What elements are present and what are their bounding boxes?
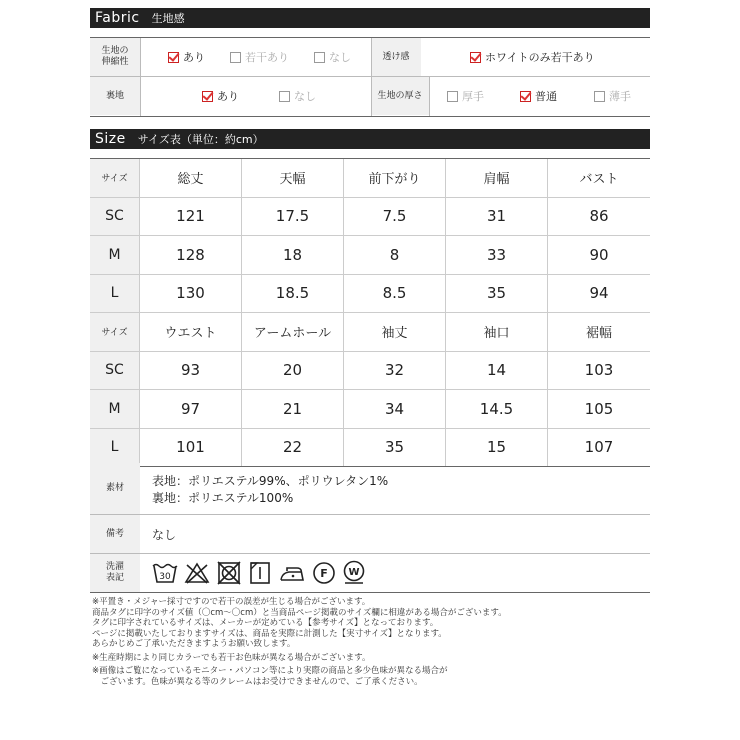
- divider: [371, 38, 372, 116]
- no-tumble-dry-icon: [216, 561, 242, 585]
- column-header: ウエスト: [140, 313, 242, 351]
- table-cell: 20: [242, 352, 344, 390]
- note-line: ※画像はご覧になっているモニター・パソコン等により実際の商品と多少色味が異なる場合が: [92, 666, 448, 676]
- table-cell: 105: [584, 399, 614, 418]
- lining-option-yes-label: あり: [217, 90, 239, 103]
- table-cell: 34: [344, 390, 446, 428]
- table-cell: 33: [446, 236, 548, 274]
- checkbox-checked-icon: [470, 52, 481, 63]
- care-label: [90, 554, 140, 592]
- note-line: ございます。色味が異なる等のクレームはお受けできませんので、ご了承ください。: [92, 676, 423, 687]
- no-bleach-icon: [184, 561, 210, 585]
- checkbox-unchecked-icon: [594, 91, 605, 102]
- table-cell: 35: [344, 429, 446, 467]
- care-label-line2: 表記: [105, 573, 124, 583]
- stretch-option-none: [314, 49, 351, 65]
- svg-text:W: W: [348, 567, 360, 578]
- table-cell: 103: [584, 361, 614, 380]
- fabric-table: [90, 37, 650, 117]
- table-row: [90, 429, 650, 468]
- checkbox-checked-icon: [520, 91, 531, 102]
- size-title-jp: サイズ表（単位：約cm）: [137, 133, 264, 146]
- column-header: 総丈: [140, 159, 242, 197]
- remarks-value: なし: [152, 527, 177, 542]
- size-header-row-1: [90, 159, 650, 198]
- column-header: 前下がり: [344, 159, 446, 197]
- note-line: タグに印字されているサイズは、メーカーが定めている【参考サイズ】となっております。: [92, 618, 439, 628]
- stretch-label-line1: 生地の: [101, 46, 129, 56]
- size-name: L: [90, 275, 140, 313]
- table-cell: 32: [344, 352, 446, 390]
- size-table: [90, 158, 650, 467]
- column-header: 袖口: [446, 313, 548, 351]
- material-value: [140, 463, 650, 514]
- column-header: 裾幅: [585, 326, 612, 342]
- sheer-label: 透け感: [371, 38, 421, 76]
- checkbox-checked-icon: [202, 91, 213, 102]
- wash-30-icon: [152, 561, 178, 585]
- stretch-label: [90, 38, 140, 76]
- thickness-option-thin: [594, 88, 631, 104]
- table-cell: 35: [446, 275, 548, 313]
- table-row: [90, 236, 650, 275]
- iron-low-icon: [278, 561, 306, 585]
- thickness-label: 生地の厚さ: [371, 77, 429, 115]
- checkbox-unchecked-icon: [279, 91, 290, 102]
- column-header: アームホール: [242, 313, 344, 351]
- line-dry-shade-icon: [248, 561, 272, 585]
- table-cell: 97: [140, 390, 242, 428]
- table-cell: 21: [242, 390, 344, 428]
- size-name: M: [90, 390, 140, 428]
- table-cell: 14.5: [446, 390, 548, 428]
- fabric-title-jp: 生地感: [151, 12, 185, 25]
- table-cell: 18.5: [242, 275, 344, 313]
- thickness-option-thick: [447, 88, 484, 104]
- table-cell: 22: [242, 429, 344, 467]
- table-cell: 90: [589, 245, 609, 264]
- stretch-option-yes: [168, 49, 205, 65]
- stretch-option-slight-label: 若干あり: [245, 51, 289, 64]
- table-cell: 128: [140, 236, 242, 274]
- lining-label: 裏地: [90, 77, 140, 115]
- column-header: 袖丈: [344, 313, 446, 351]
- lining-option-yes: [202, 88, 239, 104]
- sheer-option-white: [470, 49, 595, 65]
- svg-text:30: 30: [159, 572, 171, 582]
- lining-option-none: [279, 88, 316, 104]
- size-section-header: [90, 129, 650, 149]
- stretch-option-slight: [230, 49, 289, 65]
- svg-text:F: F: [320, 567, 328, 580]
- dry-clean-f-icon: [312, 561, 336, 585]
- care-label-line1: 洗濯: [105, 562, 124, 572]
- stretch-option-none-label: なし: [329, 51, 351, 64]
- table-cell: 17.5: [242, 198, 344, 236]
- thickness-option-thin-label: 薄手: [609, 90, 631, 103]
- column-header: バスト: [579, 172, 619, 188]
- table-row: [90, 198, 650, 237]
- table-row: [90, 275, 650, 314]
- size-name: SC: [90, 198, 140, 236]
- size-header-row-2: [90, 313, 650, 352]
- table-cell: 101: [140, 429, 242, 467]
- thickness-option-thick-label: 厚手: [462, 90, 484, 103]
- size-title-en: Size: [95, 131, 126, 147]
- table-cell: 7.5: [344, 198, 446, 236]
- checkbox-checked-icon: [168, 52, 179, 63]
- size-column-label: サイズ: [90, 159, 140, 197]
- note-line: ※平置き・メジャー採寸ですので若干の誤差が生じる場合がございます。: [92, 597, 371, 607]
- size-name: M: [90, 236, 140, 274]
- table-cell: 94: [589, 284, 609, 303]
- note-line: あらかじめご了承いただきますようお願い致します。: [92, 639, 296, 649]
- table-cell: 31: [446, 198, 548, 236]
- care-icons: [140, 554, 650, 592]
- table-cell: 14: [446, 352, 548, 390]
- size-name: L: [90, 429, 140, 467]
- fabric-section-header: [90, 8, 650, 28]
- table-row: [90, 390, 650, 429]
- table-cell: 8: [344, 236, 446, 274]
- stretch-option-yes-label: あり: [183, 51, 205, 64]
- column-header: 肩幅: [446, 159, 548, 197]
- material-row: [90, 463, 650, 515]
- table-row: [90, 352, 650, 391]
- table-cell: 86: [589, 207, 609, 226]
- note-line: ページに掲載いたしておりますサイズは、商品を実際に計測した【実寸サイズ】となります。: [92, 628, 447, 639]
- checkbox-unchecked-icon: [230, 52, 241, 63]
- sheer-option-white-label: ホワイトのみ若干あり: [485, 51, 595, 64]
- divider: [140, 38, 141, 116]
- table-cell: 18: [242, 236, 344, 274]
- info-table: [90, 463, 650, 593]
- size-name: SC: [90, 352, 140, 390]
- material-label: 素材: [90, 463, 140, 514]
- table-cell: 8.5: [344, 275, 446, 313]
- column-header: 天幅: [242, 159, 344, 197]
- size-column-label: サイズ: [90, 313, 140, 351]
- notes-block: [92, 597, 652, 687]
- table-cell: 93: [140, 352, 242, 390]
- thickness-option-normal: [520, 88, 557, 104]
- lining-option-none-label: なし: [294, 90, 316, 103]
- note-line: ※生産時期により同じカラーでも若干お色味が異なる場合がございます。: [92, 652, 371, 663]
- table-cell: 130: [140, 275, 242, 313]
- checkbox-unchecked-icon: [314, 52, 325, 63]
- fabric-row-2: [90, 77, 650, 115]
- remarks-row: [90, 515, 650, 554]
- table-cell: 15: [446, 429, 548, 467]
- care-row: [90, 554, 650, 593]
- material-line-1: 表地：ポリエステル99%、ポリウレタン1%: [152, 473, 389, 488]
- stretch-label-line2: 伸縮性: [101, 57, 129, 67]
- remarks-label: 備考: [90, 515, 140, 553]
- note-line: 商品タグに印字のサイズ値（〇cm〜〇cm）と当商品ページ掲載のサイズ欄に相違がある場合がございます。: [92, 607, 507, 618]
- wet-clean-w-icon: [342, 560, 366, 586]
- thickness-option-normal-label: 普通: [535, 90, 557, 103]
- divider: [429, 77, 430, 116]
- fabric-title-en: Fabric: [95, 10, 140, 26]
- fabric-row-1: [90, 38, 650, 77]
- checkbox-unchecked-icon: [447, 91, 458, 102]
- table-cell: 121: [140, 198, 242, 236]
- table-cell: 107: [584, 438, 614, 457]
- material-line-2: 裏地：ポリエステル100%: [152, 490, 294, 505]
